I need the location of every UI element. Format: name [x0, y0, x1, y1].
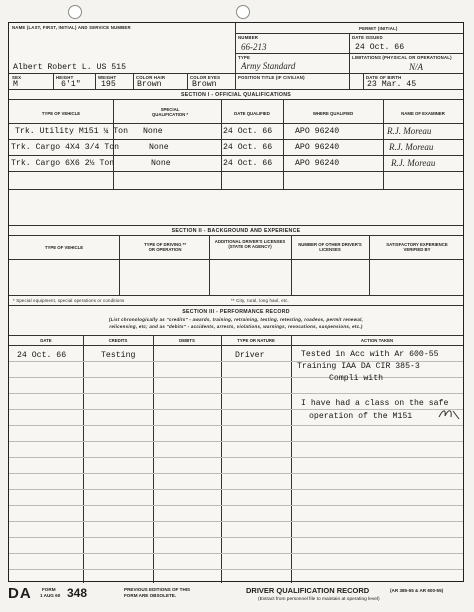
s3-action-line-2: Training IAA DA CIR 385-3 [297, 362, 420, 371]
type-label: TYPE [238, 55, 251, 60]
date-issued-value: 24 Oct. 66 [355, 43, 405, 52]
s2-col-driving: TYPE OF DRIVING ** OR OPERATION [143, 242, 187, 252]
s3-col-debits: DEBITS [179, 338, 195, 343]
section-1-title: SECTION I - OFFICIAL QUALIFICATIONS [180, 92, 292, 98]
s3-entry-credit: Testing [101, 351, 136, 360]
weight-value: 195 [101, 80, 116, 89]
number-label: NUMBER [238, 35, 259, 40]
s1-row2-where: APO 96240 [295, 143, 340, 152]
color-hair-value: Brown [137, 80, 162, 89]
height-value: 6'1" [61, 80, 81, 89]
s2-footnote-special: * Special equipment, special operations or conditions [13, 298, 125, 303]
footer-form-number: 348 [67, 586, 88, 600]
sex-label: SEX [12, 75, 22, 80]
type-value: Army Standard [241, 61, 296, 71]
s1-col-where: WHERE QUALIFIED [312, 111, 354, 116]
permit-label: PERMIT (INITIAL) [359, 26, 398, 31]
limitations-value: N/A [409, 62, 424, 72]
binder-hole-right [236, 5, 250, 19]
s1-row1-special: None [143, 127, 163, 136]
color-hair-label: COLOR HAIR [136, 75, 166, 80]
s1-col-special: SPECIAL QUALIFICATION * [151, 107, 189, 117]
s1-row2-vehicle: Trk. Cargo 4X4 3/4 Ton [11, 143, 120, 152]
name-label: NAME (LAST, FIRST, INITIAL) AND SERVICE NUMBER [12, 25, 131, 30]
footer-obsolete: FORM ARE OBSOLETE. [124, 593, 177, 598]
s1-row1-where: APO 96240 [295, 127, 340, 136]
s3-action-line-1: Tested in Acc with Ar 600-55 [301, 350, 439, 359]
footer-previous: PREVIOUS EDITIONS OF THIS [124, 587, 191, 592]
s3-col-date: DATE [40, 338, 52, 343]
dob-label: DATE OF BIRTH [366, 75, 402, 80]
binder-hole-left [68, 5, 82, 19]
s1-col-date: DATE QUALIFIED [234, 111, 270, 116]
weight-label: WEIGHT [98, 75, 117, 80]
s3-initials-signature [437, 407, 461, 421]
footer-form-label: FORM [42, 587, 56, 592]
s3-action-line-4: I have had a class on the safe [301, 399, 449, 408]
position-label: POSITION TITLE (IF CIVILIAN) [238, 75, 305, 80]
section-3-instructions-2: relicensing, etc; and as "debits" - accidents, arrests, violations, warnings, revocations, suspensions, etc.) [109, 324, 363, 329]
s1-col-vehicle: TYPE OF VEHICLE [41, 111, 81, 116]
color-eyes-value: Brown [192, 80, 217, 89]
footer-da: DA [8, 585, 32, 602]
height-label: HEIGHT [56, 75, 74, 80]
s1-row2-special: None [149, 143, 169, 152]
s3-col-credits: CREDITS [108, 338, 128, 343]
date-issued-label: DATE ISSUED [352, 35, 383, 40]
s2-footnote-driving: ** City, rural, long haul, etc. [231, 298, 289, 303]
s1-row3-vehicle: Trk. Cargo 6X6 2½ Ton [11, 159, 115, 168]
section-2-title: SECTION II - BACKGROUND AND EXPERIENCE [171, 228, 301, 234]
s1-row3-where: APO 96240 [295, 159, 340, 168]
dob-value: 23 Mar. 45 [367, 80, 417, 89]
footer-title: DRIVER QUALIFICATION RECORD [246, 586, 370, 595]
s1-row3-special: None [151, 159, 171, 168]
color-eyes-label: COLOR EYES [190, 75, 221, 80]
s1-row1-vehicle: Trk. Utility M151 ¼ Ton [15, 127, 129, 136]
s1-row3-examiner-signature: R.J. Moreau [391, 158, 436, 168]
number-value: 66-213 [241, 42, 267, 52]
s1-col-examiner: NAME OF EXAMINER [401, 111, 445, 116]
footer-form-date: 1 AUG 60 [40, 593, 61, 598]
s3-entry-date: 24 Oct. 66 [17, 351, 67, 360]
s3-action-line-5: operation of the M151 [309, 412, 413, 421]
s3-col-type: TYPE OR NATURE [237, 338, 275, 343]
s2-col-other-licenses: NUMBER OF OTHER DRIVER'S LICENSES [298, 242, 362, 252]
s1-row1-examiner-signature: R.J. Moreau [387, 126, 432, 136]
s1-row2-date: 24 Oct. 66 [223, 143, 273, 152]
sex-value: M [13, 80, 18, 89]
s1-row3-date: 24 Oct. 66 [223, 159, 273, 168]
footer-subtitle: (Extract from personnel file to maintain at operating level) [258, 597, 380, 602]
section-3-instructions-1: (List chronologically as "credits" - awards, training, retraining, testing, retesting, roadeos, permit renewal, [108, 317, 364, 322]
limitations-label: LIMITATIONS (PHYSICAL OR OPERATIONAL) [352, 55, 452, 60]
section-3-title: SECTION III - PERFORMANCE RECORD [182, 309, 290, 315]
s2-col-licenses: ADDITIONAL DRIVER'S LICENSES (STATE OR AGENCY) [214, 239, 286, 249]
driver-qualification-form [8, 22, 464, 582]
s3-action-line-3: Compli with [329, 374, 384, 383]
s2-col-verified: SATISFACTORY EXPERIENCE VERIFIED BY [386, 242, 448, 252]
s2-col-vehicle: TYPE OF VEHICLE [44, 245, 84, 250]
s3-col-action: ACTION TAKEN [360, 338, 394, 343]
s1-row2-examiner-signature: R.J. Moreau [389, 142, 434, 152]
s1-row1-date: 24 Oct. 66 [223, 127, 273, 136]
name-value: Albert Robert L. US 515 [13, 63, 127, 72]
s3-entry-type: Driver [235, 351, 265, 360]
footer-regs: (AR 385-55 & AR 600-55) [390, 588, 444, 593]
